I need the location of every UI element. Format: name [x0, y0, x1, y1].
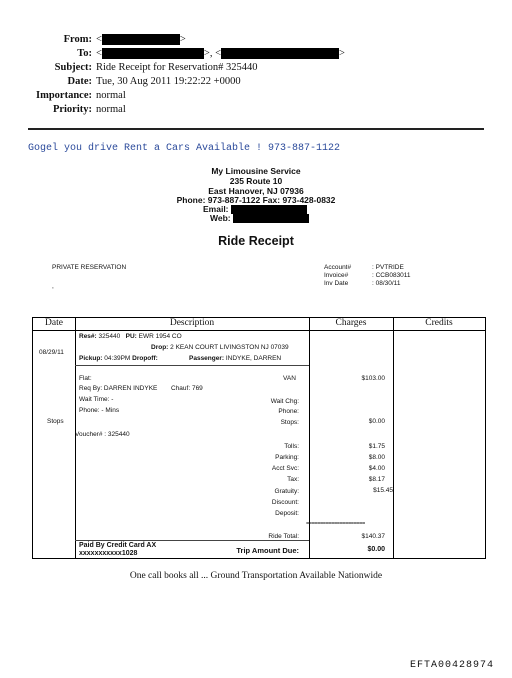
date-label: Date: — [67, 76, 92, 87]
ride-total-value: $140.37 — [361, 533, 385, 540]
passenger-line — [189, 355, 281, 363]
redaction-block — [102, 34, 180, 45]
parking-label: Parking: — [275, 454, 299, 461]
deposit-label: Deposit: — [275, 510, 299, 517]
subject-label: Subject: — [54, 62, 92, 73]
drop-label: Drop: — [151, 344, 169, 351]
document-id: EFTA00428974 — [409, 660, 494, 671]
redaction-block — [233, 214, 309, 223]
res-label: Res#: — [79, 333, 97, 340]
web-label: Web: — [210, 213, 231, 223]
from-label: From: — [63, 34, 92, 45]
account-value: : PVTRIDE — [372, 264, 404, 271]
header-divider — [33, 330, 485, 331]
account-label: Account# — [324, 264, 352, 271]
stops-charge-value: $0.00 — [368, 418, 385, 425]
ride-total-label: Ride Total: — [268, 533, 299, 540]
redaction-block — [221, 48, 339, 59]
footer-tagline: One call books all ... Ground Transportation Available Nationwide — [129, 571, 383, 581]
from-bracket-close: > — [179, 34, 186, 45]
flat-value: $103.00 — [361, 375, 385, 382]
to-bracket-close: > — [339, 48, 345, 59]
invoice-value: : CCB083011 — [372, 272, 411, 279]
header-divider — [28, 128, 484, 130]
account-info — [324, 264, 464, 288]
importance-value: normal — [96, 90, 126, 101]
vehicle-type: VAN — [283, 375, 296, 382]
reservation-line — [79, 333, 182, 341]
dropoff-label: Dropoff: — [132, 355, 158, 362]
receipt-table — [32, 317, 486, 559]
gratuity-label: Gratuity: — [274, 488, 299, 495]
tolls-label: Tolls: — [284, 443, 299, 450]
trip-due-value: $0.00 — [367, 546, 385, 553]
trip-divider — [75, 365, 309, 366]
voucher-number: Voucher# : 325440 — [75, 431, 130, 438]
priority-label: Priority: — [52, 104, 92, 115]
drop-line — [151, 344, 289, 352]
email-label: Email: — [203, 204, 229, 214]
pu-label: PU: — [125, 333, 137, 340]
ad-banner: Gogel you drive Rent a Cars Available ! 973-887-1122 — [28, 143, 341, 154]
paid-by: Paid By Credit Card AX — [79, 542, 157, 549]
pickup-label: Pickup: — [79, 355, 103, 362]
col-header-charges: Charges — [335, 318, 367, 328]
payment-divider — [75, 540, 309, 541]
to-bracket-open: < — [96, 48, 102, 59]
company-name: My Limousine Service — [211, 166, 301, 176]
passenger-label: Passenger: — [189, 355, 225, 362]
wait-charge-label: Wait Chg: — [270, 398, 299, 405]
inv-date-value: : 08/30/11 — [372, 280, 401, 287]
gratuity-value: $15.45 — [373, 487, 393, 494]
importance-label: Importance: — [36, 90, 92, 101]
col-header-description: Description — [169, 318, 215, 328]
acct-svc-value: $4.00 — [368, 465, 385, 472]
date-value: Tue, 30 Aug 2011 19:22:22 +0000 — [96, 76, 241, 87]
trip-due-label: Trip Amount Due: — [236, 546, 299, 555]
chauffeur: Chauf: 769 — [171, 385, 203, 392]
phone-mins: Phone: - Mins — [79, 407, 120, 414]
company-phone-fax: Phone: 973-887-1122 Fax: 973-428-0832 — [176, 195, 336, 205]
tax-value: $8.17 — [368, 476, 385, 483]
company-web-row — [210, 213, 309, 223]
redaction-block — [102, 48, 204, 59]
to-separator: >, < — [203, 48, 222, 59]
col-divider — [393, 318, 394, 558]
tax-label: Tax: — [287, 476, 299, 483]
pickup-line — [79, 355, 158, 363]
pickup-value: 04:39PM — [104, 355, 131, 362]
col-header-credits: Credits — [425, 318, 453, 328]
totals-separator: ===================== — [306, 520, 365, 527]
acct-svc-label: Acct Svc: — [271, 465, 299, 472]
invoice-label: Invoice# — [324, 272, 349, 279]
to-label: To: — [77, 48, 92, 59]
tolls-value: $1.75 — [368, 443, 385, 450]
drop-value: 2 KEAN COURT LIVINGSTON NJ 07039 — [170, 344, 289, 351]
subject-value: Ride Receipt for Reservation# 325440 — [96, 62, 258, 73]
stops-charge-label: Stops: — [280, 419, 299, 426]
parking-value: $8.00 — [368, 454, 385, 461]
flat-label: Flat: — [79, 375, 92, 382]
res-value: 325440 — [98, 333, 121, 340]
stops-side-label: Stops — [47, 418, 64, 425]
reservation-type: PRIVATE RESERVATION — [52, 264, 127, 271]
wait-time: Wait Time: - — [79, 396, 114, 403]
company-street: 235 Route 10 — [229, 176, 283, 186]
req-by: Req By: DARREN INDYKE — [79, 385, 158, 392]
company-city: East Hanover, NJ 07936 — [208, 186, 304, 196]
phone-charge-label: Phone: — [278, 408, 299, 415]
from-bracket-open: < — [96, 34, 102, 45]
col-header-date: Date — [45, 318, 63, 328]
discount-label: Discount: — [271, 499, 299, 506]
trip-date: 08/29/11 — [39, 349, 64, 356]
card-number: xxxxxxxxxxx1028 — [79, 550, 138, 557]
to-value — [96, 47, 345, 61]
from-value — [96, 33, 186, 47]
passenger-value: INDYKE, DARREN — [225, 355, 282, 362]
inv-date-label: Inv Date — [324, 280, 349, 287]
priority-value: normal — [96, 104, 126, 115]
pu-value: EWR 1954 CO — [138, 333, 182, 340]
receipt-title: Ride Receipt — [218, 234, 294, 248]
customer-line: , — [52, 283, 54, 290]
